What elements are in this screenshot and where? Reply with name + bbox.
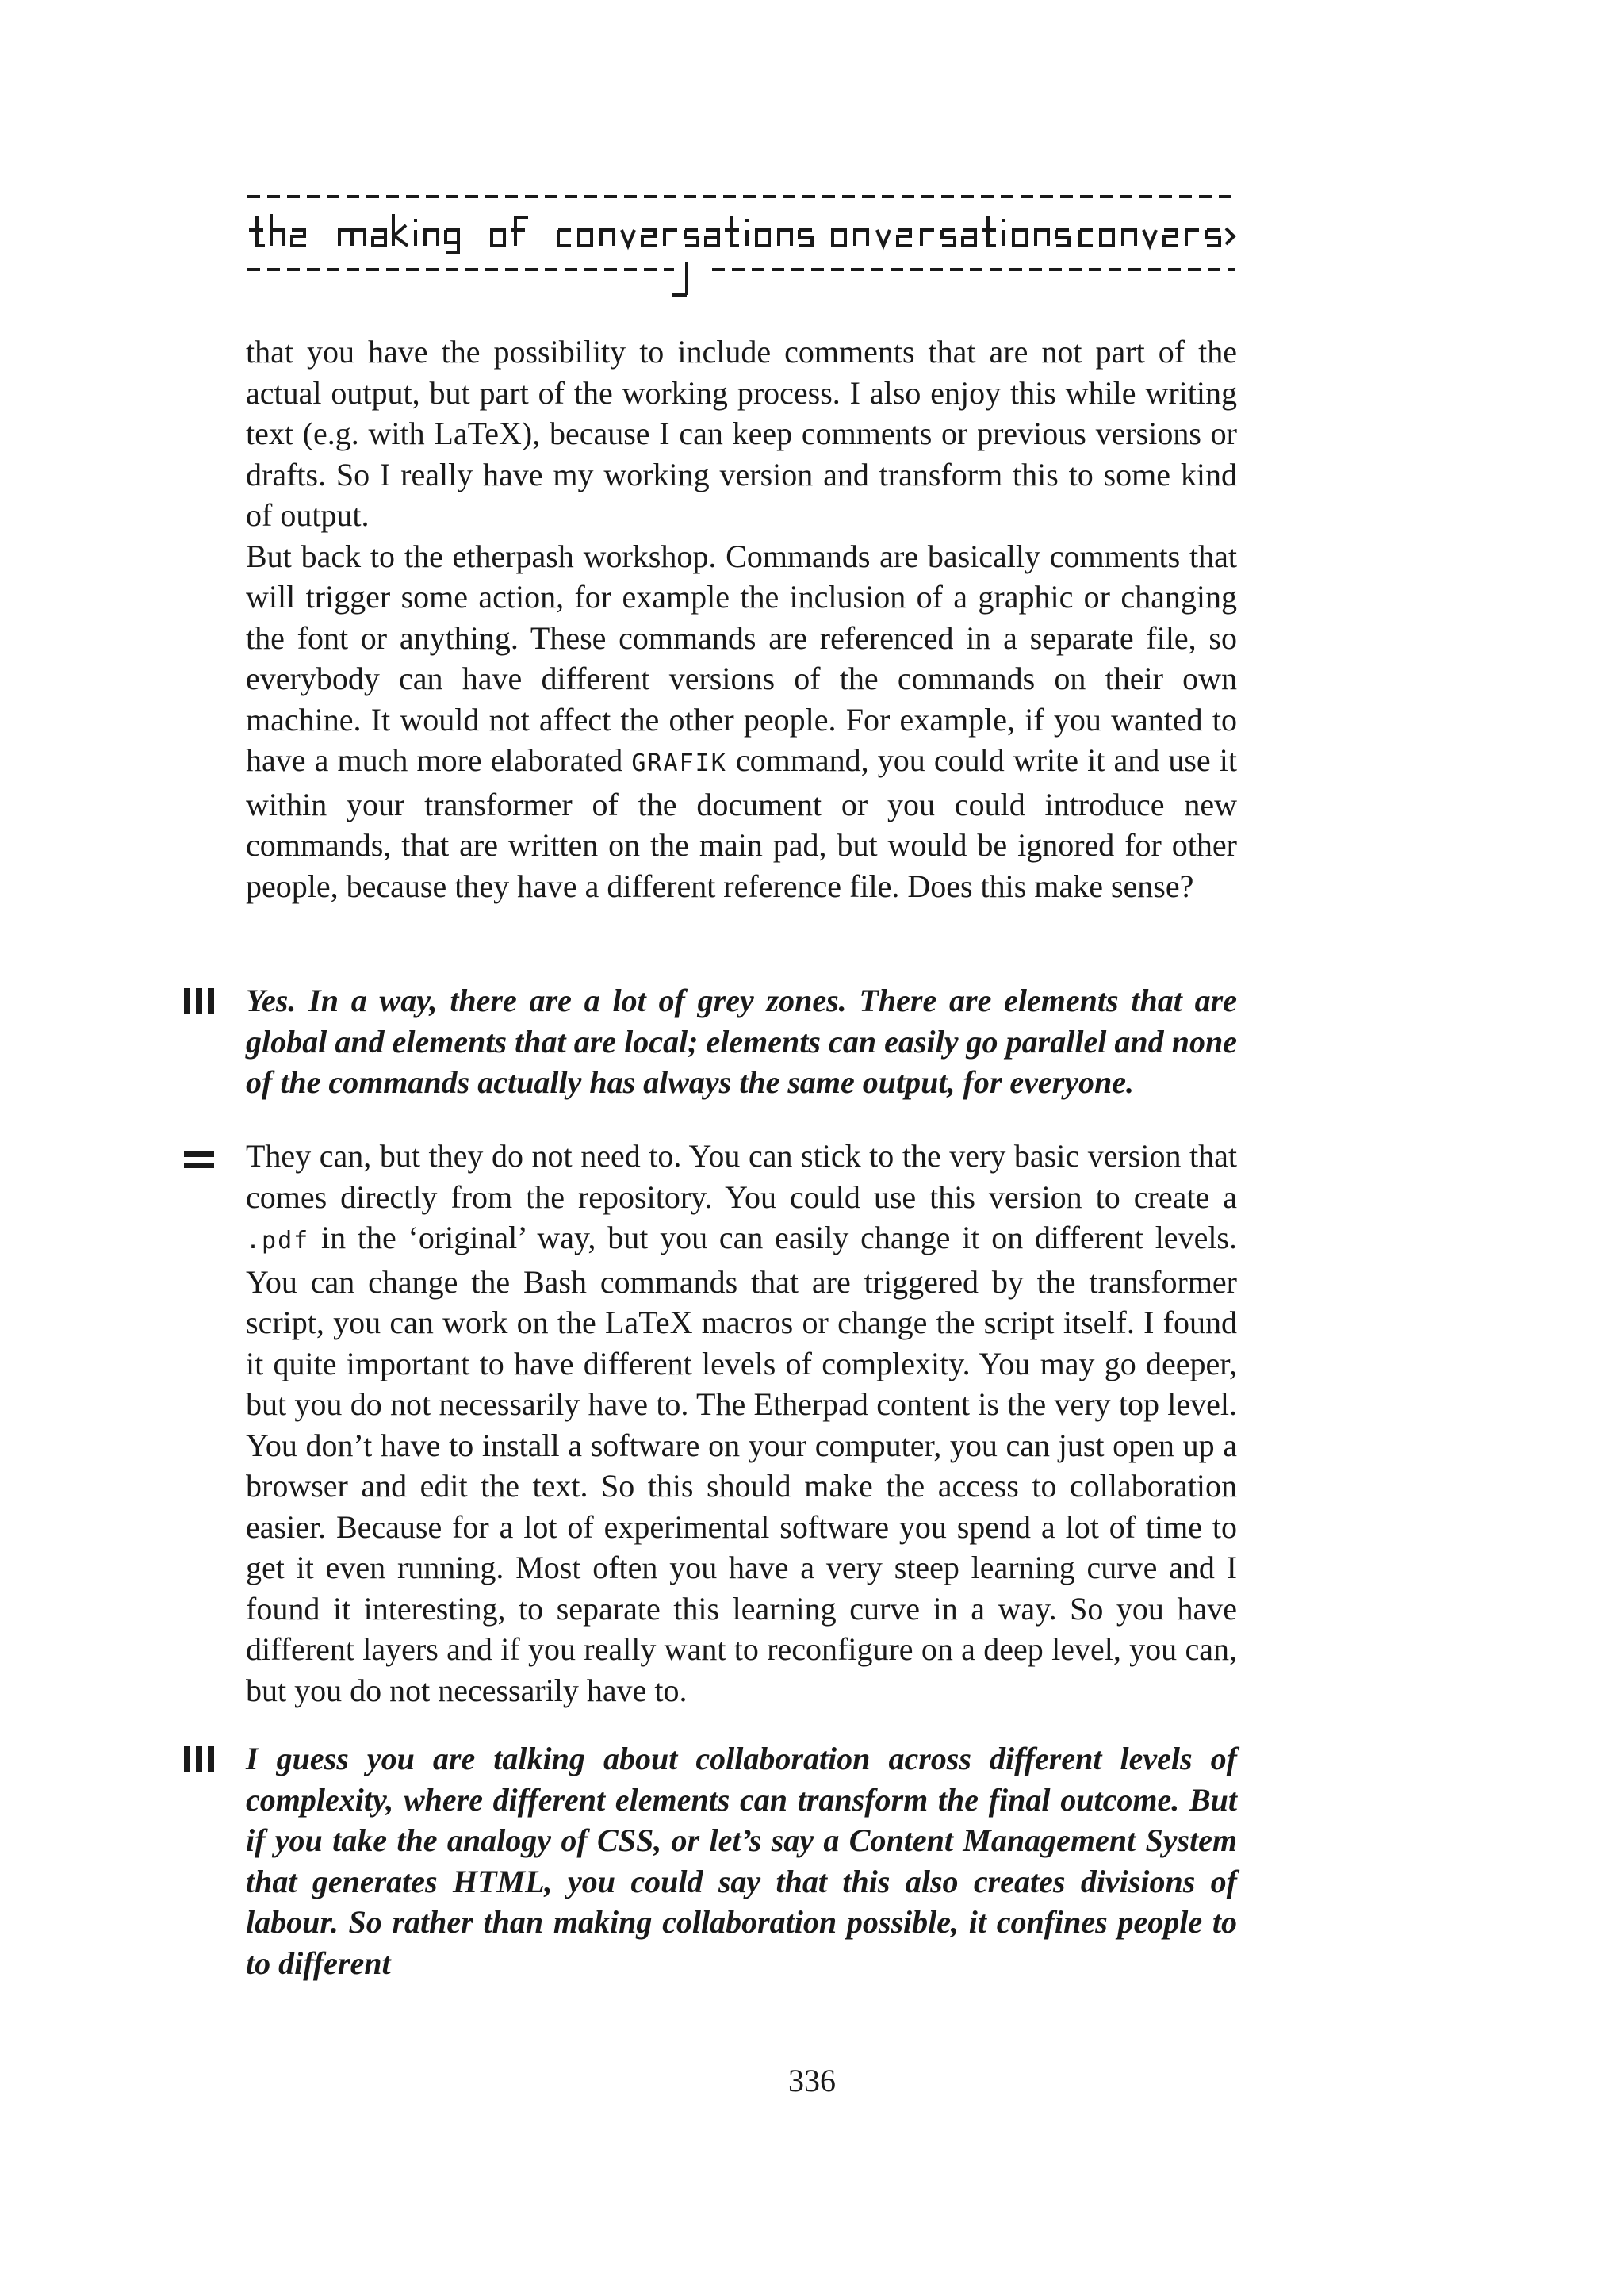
answer-part-b: in the ‘original’ way, but you can easily change it on different levels. You can change the Bash commands that are triggered by the transformer script, you can work on the LaTeX macros or change the script itself. I found it quite important to have different levels of complexity. You may go deeper, but you do not necessarily have to. The Etherpad content is the very top level. You don’t have to install a software on your computer, you can just open up a browser and edit the text. So this should make the access to collaboration easier. Because for a lot of experimental software you spend a lot of time to get it even running. Most often you have a very steep learning curve and I found it interesting, to separate this learning curve in a way. So you have different layers and if you really want to reconfigure on a deep level, you can, but you do not necessarily have to. [246,1220,1237,1708]
paragraph-commands-part-b: command, you could write it and use it within your transformer of the document or you could introduce new commands, that are written on the main pad, but would be ignored for other people, because they have a different reference file. Does this make sense? [246,742,1237,904]
interviewer-marker [182,987,217,1015]
question-block-2 [246,1738,1237,1983]
paragraph-commands-part-a: But back to the etherpash workshop. Commands are basically comments that will trigger some action, for example the inclusion of a graphic or changing the font or anything. These commands are referenced in a separate file, so everybody can have different versions of the commands on their own machine. It would not affect the other people. For example, if you wanted to have a much more elaborated [246,538,1237,778]
running-header [246,176,1237,335]
paragraph-continued: that you have the possibility to include comments that are not part of the actual output, but part of the working process. I also enjoy this while writing text (e.g. with LaTeX), because I can keep comments or previous versions or drafts. So I really have my working version and transform this to some kind of output. [246,334,1237,533]
question-text: Yes. In a way, there are a lot of grey zones. There are elements that are global and elements that are local; elements can easily go parallel and none of the commands actually has always the same output, for everyone. [246,983,1237,1100]
page-number: 336 [788,2063,836,2098]
code-pdf: .pdf [246,1227,310,1255]
question-block [246,980,1237,1103]
body-text [246,331,1237,906]
respondent-marker [182,1147,217,1175]
paragraph-commands [246,536,1237,907]
double-bar-icon [182,1147,217,1175]
interviewer-marker-2 [182,1745,217,1773]
ascii-art-header-icon [246,176,1237,335]
answer-part-a: They can, but they do not need to. You can stick to the very basic version that comes directly from the repository. You could use this version to create a [246,1138,1237,1215]
triple-bar-icon-2 [182,1745,217,1773]
answer-block [246,1136,1237,1711]
code-grafik: GRAFIK [631,749,727,777]
question-text-2: I guess you are talking about collaboration across different levels of complexity, where different elements can transform the final outcome. But if you take the analogy of CSS, or let’s say a Content Management System that generates HTML, you could say that this also creates divisions of labour. So rather than making collaboration possible, it confines people to to different [246,1741,1237,1981]
triple-bar-icon [182,987,217,1015]
